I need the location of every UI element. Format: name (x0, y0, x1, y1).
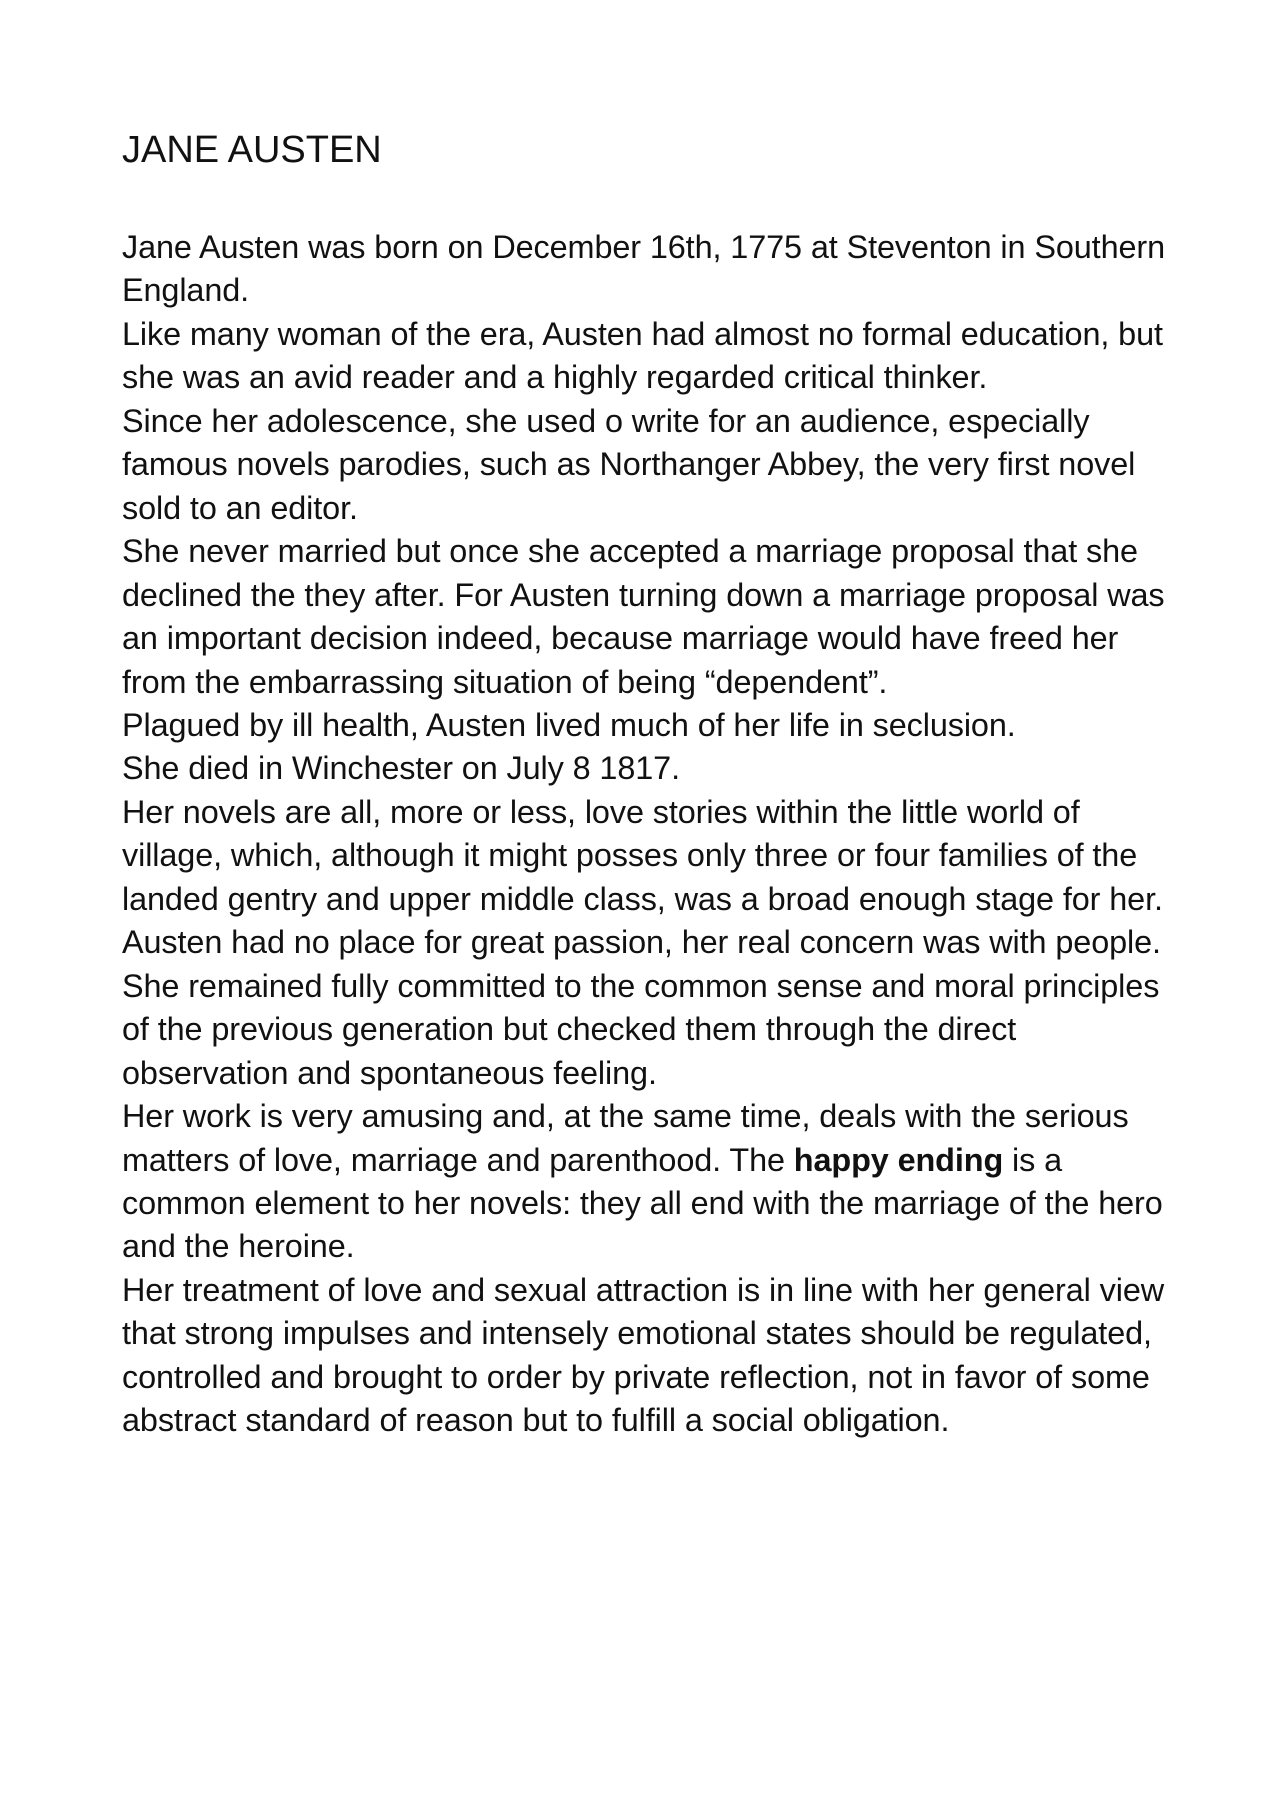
paragraph-happy-ending (122, 1095, 1174, 1269)
paragraph-death: She died in Winchester on July 8 1817. (122, 750, 680, 787)
document-body (122, 226, 1174, 1443)
paragraph-happy-ending-text-after: is a common element to her novels: they all end with the marriage of the hero and the heroine. (122, 1141, 1163, 1265)
paragraph-ill-health: Plagued by ill health, Austen lived much of her life in seclusion. (122, 706, 1016, 743)
paragraph-birth: Jane Austen was born on December 16th, 1775 at Steventon in Southern England. (122, 229, 1166, 309)
paragraph-novels-world: Her novels are all, more or less, love stories within the little world of village, which, although it might posses only three or four families of the landed gentry and upper middle class, was a broad enough stage for her. (122, 793, 1163, 917)
paragraph-happy-ending-text-before: Her work is very amusing and, at the same time, deals with the serious matters of love, marriage and parenthood. The (122, 1098, 1129, 1178)
happy-ending-emphasis: happy ending (793, 1141, 1004, 1178)
paragraph-education: Like many woman of the era, Austen had almost no formal education, but she was an avid reader and a highly regarded critical thinker. (122, 315, 1163, 396)
paragraph-marriage-proposal: She never married but once she accepted a marriage proposal that she declined the they after. For Austen turning down a marriage proposal was an important decision indeed, because marriage would have freed her from the embarrassing situation of being “dependent”. (122, 533, 1165, 700)
paragraph-concern-people: Austen had no place for great passion, her real concern was with people. She remained fully committed to the common sense and moral principles of the previous generation but checked them through the direct observation and spontaneous feeling. (122, 924, 1161, 1091)
paragraph-early-writing: Since her adolescence, she used o write for an audience, especially famous novels parodies, such as Northanger Abbey, the very first novel sold to an editor. (122, 402, 1136, 526)
paragraph-love-treatment: Her treatment of love and sexual attraction is in line with her general view that strong impulses and intensely emotional states should be regulated, controlled and brought to order by private reflection, not in favor of some abstract standard of reason but to fulfill a social obligation. (122, 1271, 1165, 1439)
page-title: JANE AUSTEN (122, 129, 382, 171)
